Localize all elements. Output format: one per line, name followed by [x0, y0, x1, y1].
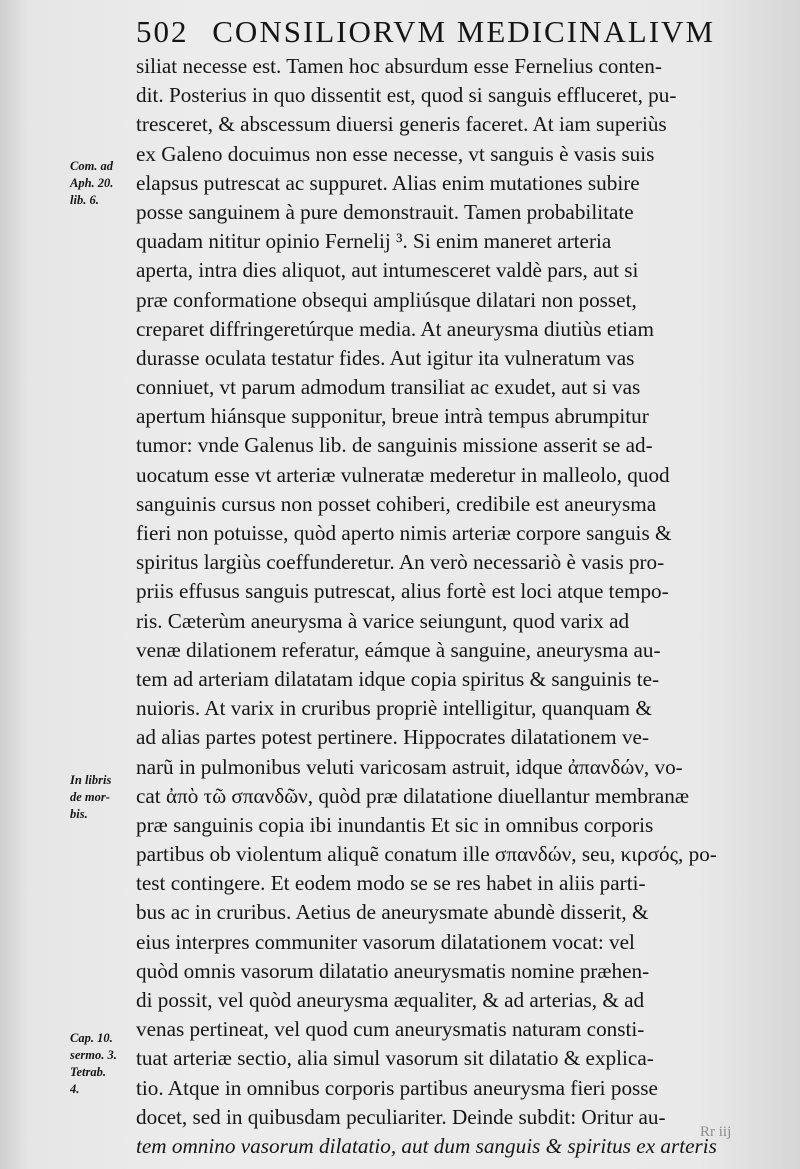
text-line: nuioris. At varix in cruribus propriè intelligitur, quanquam & [136, 696, 652, 721]
text-line: tresceret, & abscessum diuersi generis faceret. At iam superiùs [136, 112, 667, 137]
text-line: conniuet, vt parum admodum transiliat ac exudet, aut si vas [136, 375, 641, 400]
margin-note-line: sermo. 3. [70, 1048, 117, 1062]
text-line: docet, sed in quibusdam peculiariter. Deinde subdit: Oritur au- [136, 1104, 666, 1129]
text-line: creparet diffringeretúrque media. At aneurysma diutiùs etiam [136, 316, 654, 341]
text-line: uocatum esse vt arteriæ vulneratæ mederetur in malleolo, quod [136, 462, 670, 487]
text-line: venas pertineat, vel quod cum aneurysmatis naturam consti- [136, 1017, 645, 1042]
text-line: partibus ob violentum aliquẽ conatum ille σπανδών, seu, κιρσός, po- [136, 842, 717, 867]
text-line: tumor: vnde Galenus lib. de sanguinis missione asserit se ad- [136, 433, 653, 458]
text-line: tem ad arteriam dilatatam idque copia spiritus & sanguinis te- [136, 666, 660, 691]
text-line: ris. Cæterùm aneurysma à varice seiungunt, quod varix ad [136, 608, 630, 633]
page-number: 502 [136, 14, 189, 49]
text-line: durasse oculata testatur fides. Aut igitur ita vulneratum vas [136, 345, 635, 370]
text-line: narũ in pulmonibus veluti varicosam astruit, idque ἀπανδών, vo- [136, 754, 683, 779]
margin-note [70, 1030, 132, 1098]
signature-mark: Rr iij [700, 1124, 732, 1140]
text-line: di possit, vel quòd aneurysma æqualiter, & ad arterias, & ad [136, 988, 645, 1012]
margin-note-line: Cap. 10. [70, 1031, 113, 1045]
text-line: tuat arteriæ sectio, alia simul vasorum sit dilatatio & explica- [136, 1046, 654, 1071]
text-line: quadam nititur opinio Fernelij ³. Si enim maneret arteria [136, 229, 612, 254]
text-line: eius interpres communiter vasorum dilatationem vocat: vel [136, 929, 635, 954]
text-line: elapsus putrescat ac suppuret. Alias enim mutationes subire [136, 170, 640, 195]
margin-note-line: Aph. 20. [70, 176, 114, 190]
text-line: tio. Atque in omnibus corporis partibus aneurysma fieri posse [136, 1075, 658, 1100]
margin-note [70, 158, 132, 209]
margin-note-line: In libris [70, 773, 112, 787]
text-line: sanguinis cursus non posset cohiberi, credibile est aneurysma [136, 491, 657, 516]
text-line: spiritus largiùs coeffunderetur. An verò necessariò è vasis pro- [136, 550, 665, 575]
text-line: præ sanguinis copia ibi inundantis Et sic in omnibus corporis [136, 812, 654, 837]
text-line: venæ dilationem referatur, eámque à sanguine, aneurysma au- [136, 637, 661, 662]
margin-note-line: bis. [70, 807, 88, 821]
margin-note [70, 772, 132, 823]
text-line: apertum hiánsque supponitur, breue intrà tempus abrumpitur [136, 404, 649, 429]
text-line: aperta, intra dies aliquot, aut intumesceret valdè pars, aut si [136, 258, 639, 283]
text-line: bus ac in cruribus. Aetius de aneurysmate abundè disserit, & [136, 900, 649, 925]
text-line: ad alias partes potest pertinere. Hippocrates dilatationem ve- [136, 725, 650, 750]
text-line: fieri non potuisse, quòd aperto nimis arteriæ corpore sanguis & [136, 521, 672, 545]
running-header [136, 14, 736, 50]
margin-note-line: Tetrab. [70, 1065, 106, 1079]
text-line: quòd omnis vasorum dilatatio aneurysmatis nomine præhen- [136, 958, 650, 983]
text-line: test contingere. Et eodem modo se se res habet in aliis parti- [136, 871, 646, 896]
margin-note-line: 4. [70, 1082, 80, 1096]
running-title: CONSILIORVM MEDICINALIVM [212, 14, 716, 49]
text-line: dit. Posterius in quo dissentit est, quod si sanguis effluceret, pu- [136, 83, 677, 108]
text-line: ex Galeno docuimus non esse necesse, vt sanguis è vasis suis [136, 141, 655, 166]
main-text-block [136, 52, 766, 1161]
margin-notes [0, 0, 130, 1169]
text-line: præ conformatione obsequi ampliúsque dilatari non posset, [136, 287, 637, 312]
text-line: siliat necesse est. Tamen hoc absurdum esse Fernelius conten- [136, 54, 662, 78]
margin-note-line: lib. 6. [70, 193, 99, 207]
text-line-italic: tem omnino vasorum dilatatio, aut dum sanguis & spiritus ex arteris [136, 1133, 717, 1158]
text-line: priis effusus sanguis putrescat, alius fortè est loci atque tempo- [136, 579, 669, 604]
text-line: cat ἀπὸ τῶ σπανδῶν, quòd præ dilatatione diuellantur membranæ [136, 783, 690, 808]
margin-note-line: de mor- [70, 790, 110, 804]
margin-note-line: Com. ad [70, 159, 114, 173]
text-line: posse sanguinem à pure demonstrauit. Tamen probabilitate [136, 199, 634, 224]
